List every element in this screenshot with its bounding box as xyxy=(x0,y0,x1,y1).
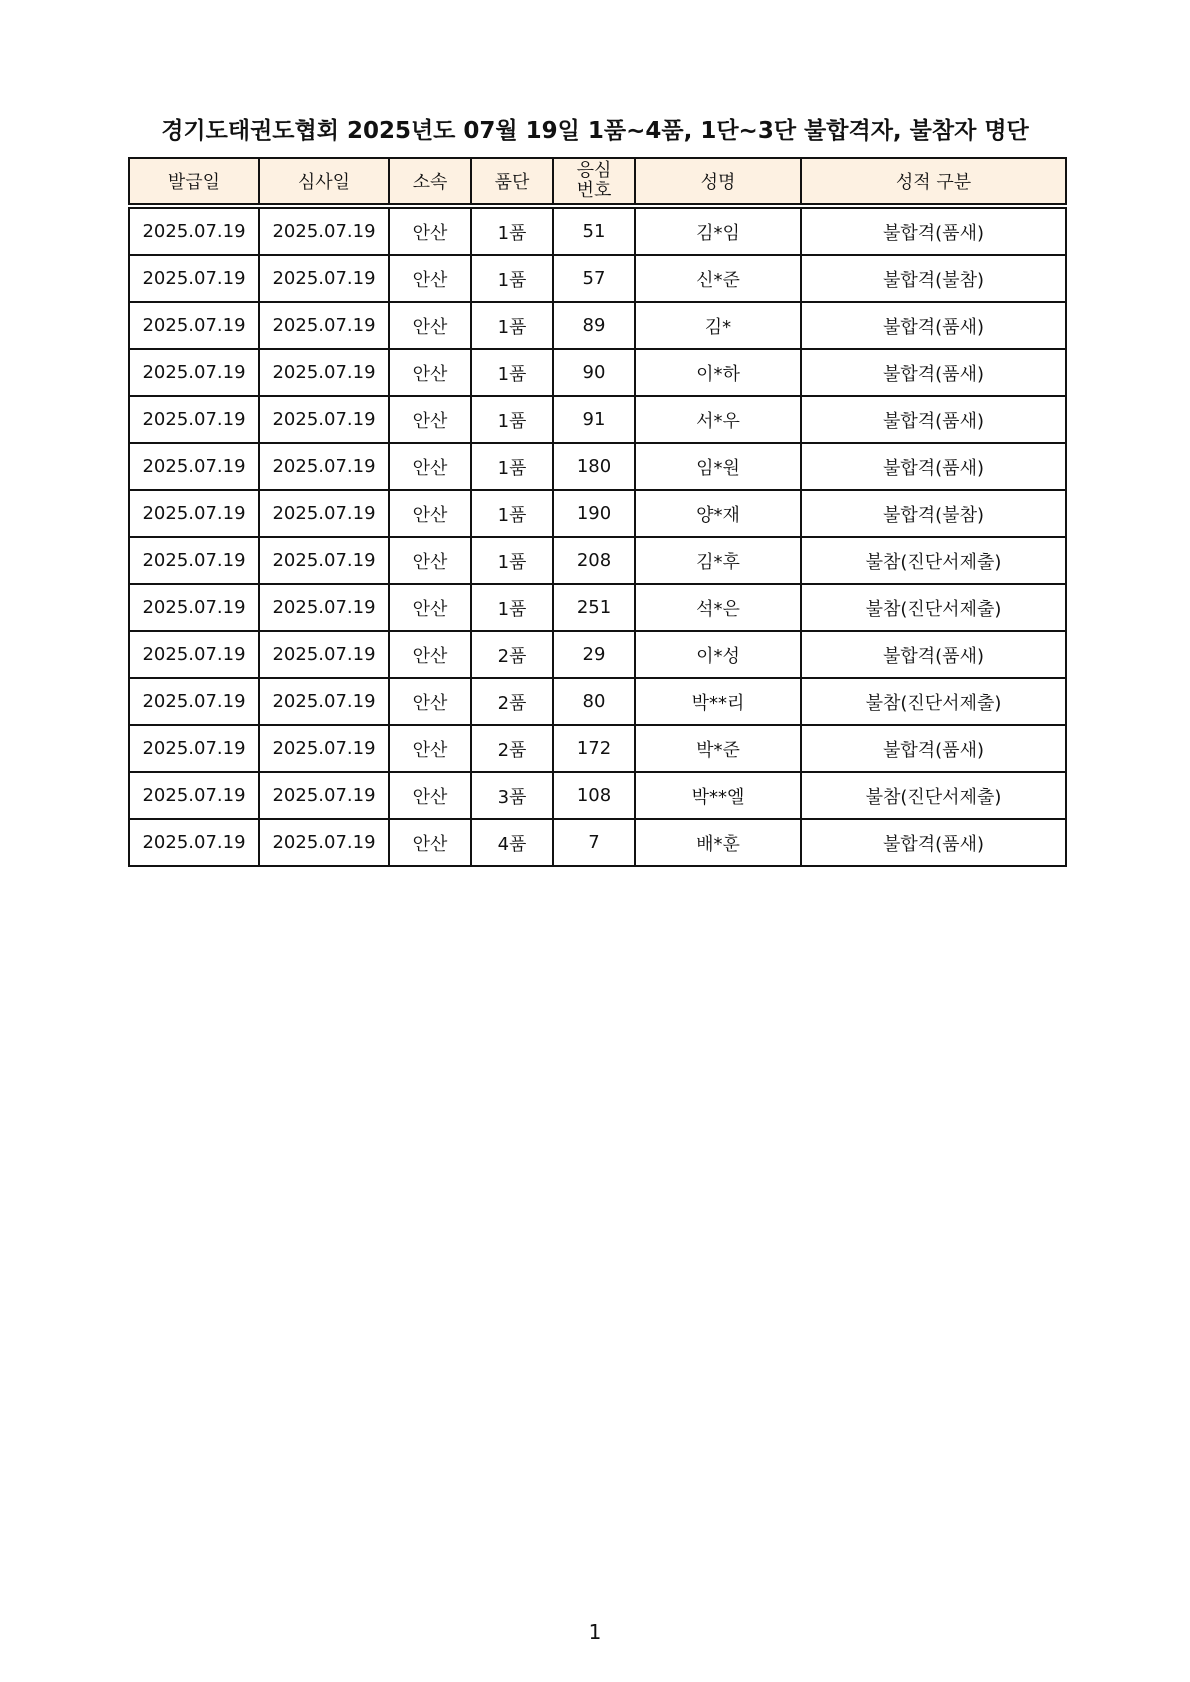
cell-rank: 1품 xyxy=(471,349,553,396)
header-row xyxy=(129,158,1066,206)
cell-exam-date: 2025.07.19 xyxy=(259,349,389,396)
table-row xyxy=(129,443,1066,490)
cell-result: 불합격(품새) xyxy=(801,819,1066,866)
cell-issue-date: 2025.07.19 xyxy=(129,725,259,772)
cell-exam-date: 2025.07.19 xyxy=(259,584,389,631)
cell-name: 이*하 xyxy=(635,349,801,396)
cell-rank: 2품 xyxy=(471,678,553,725)
table-row xyxy=(129,490,1066,537)
cell-exam-date: 2025.07.19 xyxy=(259,678,389,725)
cell-exam-number: 29 xyxy=(553,631,635,678)
cell-exam-number: 90 xyxy=(553,349,635,396)
cell-exam-date: 2025.07.19 xyxy=(259,302,389,349)
table-row xyxy=(129,772,1066,819)
table-row xyxy=(129,206,1066,255)
cell-exam-date: 2025.07.19 xyxy=(259,819,389,866)
cell-exam-date: 2025.07.19 xyxy=(259,255,389,302)
cell-issue-date: 2025.07.19 xyxy=(129,443,259,490)
cell-name: 이*성 xyxy=(635,631,801,678)
cell-affiliation: 안산 xyxy=(389,537,471,584)
cell-result: 불합격(품새) xyxy=(801,302,1066,349)
cell-exam-date: 2025.07.19 xyxy=(259,206,389,255)
cell-issue-date: 2025.07.19 xyxy=(129,584,259,631)
cell-exam-number: 7 xyxy=(553,819,635,866)
cell-name: 서*우 xyxy=(635,396,801,443)
cell-exam-number: 180 xyxy=(553,443,635,490)
cell-name: 신*준 xyxy=(635,255,801,302)
cell-affiliation: 안산 xyxy=(389,396,471,443)
header-issue-date: 발급일 xyxy=(129,158,259,206)
cell-affiliation: 안산 xyxy=(389,490,471,537)
cell-result: 불합격(품새) xyxy=(801,443,1066,490)
table-body xyxy=(129,206,1066,866)
cell-result: 불참(진단서제출) xyxy=(801,772,1066,819)
header-exam-date: 심사일 xyxy=(259,158,389,206)
cell-affiliation: 안산 xyxy=(389,255,471,302)
cell-issue-date: 2025.07.19 xyxy=(129,396,259,443)
cell-exam-number: 190 xyxy=(553,490,635,537)
table-row xyxy=(129,255,1066,302)
cell-affiliation: 안산 xyxy=(389,819,471,866)
cell-affiliation: 안산 xyxy=(389,772,471,819)
cell-name: 양*재 xyxy=(635,490,801,537)
cell-exam-date: 2025.07.19 xyxy=(259,725,389,772)
cell-exam-number: 108 xyxy=(553,772,635,819)
cell-issue-date: 2025.07.19 xyxy=(129,349,259,396)
cell-exam-number: 51 xyxy=(553,206,635,255)
cell-rank: 1품 xyxy=(471,537,553,584)
cell-affiliation: 안산 xyxy=(389,678,471,725)
cell-affiliation: 안산 xyxy=(389,584,471,631)
cell-rank: 1품 xyxy=(471,443,553,490)
cell-result: 불참(진단서제출) xyxy=(801,584,1066,631)
cell-exam-date: 2025.07.19 xyxy=(259,631,389,678)
table-row xyxy=(129,302,1066,349)
header-rank: 품단 xyxy=(471,158,553,206)
cell-issue-date: 2025.07.19 xyxy=(129,819,259,866)
cell-exam-number: 208 xyxy=(553,537,635,584)
cell-exam-number: 89 xyxy=(553,302,635,349)
table-row xyxy=(129,631,1066,678)
cell-result: 불참(진단서제출) xyxy=(801,678,1066,725)
cell-affiliation: 안산 xyxy=(389,206,471,255)
cell-exam-date: 2025.07.19 xyxy=(259,396,389,443)
cell-result: 불참(진단서제출) xyxy=(801,537,1066,584)
cell-rank: 1품 xyxy=(471,302,553,349)
cell-result: 불합격(불참) xyxy=(801,255,1066,302)
cell-name: 배*훈 xyxy=(635,819,801,866)
document-title: 경기도태권도협회 2025년도 07월 19일 1품~4품, 1단~3단 불합격자, 불참자 명단 xyxy=(161,118,1029,144)
cell-result: 불합격(불참) xyxy=(801,490,1066,537)
table-row xyxy=(129,725,1066,772)
cell-rank: 1품 xyxy=(471,396,553,443)
cell-rank: 4품 xyxy=(471,819,553,866)
cell-affiliation: 안산 xyxy=(389,725,471,772)
cell-exam-number: 80 xyxy=(553,678,635,725)
cell-issue-date: 2025.07.19 xyxy=(129,490,259,537)
cell-result: 불합격(품새) xyxy=(801,349,1066,396)
cell-name: 석*은 xyxy=(635,584,801,631)
cell-name: 임*원 xyxy=(635,443,801,490)
cell-issue-date: 2025.07.19 xyxy=(129,772,259,819)
cell-affiliation: 안산 xyxy=(389,443,471,490)
cell-exam-number: 57 xyxy=(553,255,635,302)
page-number: 1 xyxy=(588,1620,602,1644)
table-row xyxy=(129,584,1066,631)
cell-rank: 1품 xyxy=(471,255,553,302)
cell-name: 김*임 xyxy=(635,206,801,255)
table-row xyxy=(129,678,1066,725)
cell-rank: 1품 xyxy=(471,584,553,631)
cell-issue-date: 2025.07.19 xyxy=(129,302,259,349)
cell-issue-date: 2025.07.19 xyxy=(129,537,259,584)
cell-rank: 1품 xyxy=(471,490,553,537)
cell-exam-date: 2025.07.19 xyxy=(259,537,389,584)
cell-result: 불합격(품새) xyxy=(801,631,1066,678)
cell-issue-date: 2025.07.19 xyxy=(129,678,259,725)
cell-affiliation: 안산 xyxy=(389,349,471,396)
header-name: 성명 xyxy=(635,158,801,206)
cell-issue-date: 2025.07.19 xyxy=(129,206,259,255)
table-header xyxy=(129,158,1066,206)
cell-rank: 2품 xyxy=(471,725,553,772)
header-result: 성적 구분 xyxy=(801,158,1066,206)
cell-exam-date: 2025.07.19 xyxy=(259,772,389,819)
cell-rank: 1품 xyxy=(471,206,553,255)
cell-exam-date: 2025.07.19 xyxy=(259,490,389,537)
cell-name: 박**리 xyxy=(635,678,801,725)
table-row xyxy=(129,537,1066,584)
cell-exam-number: 91 xyxy=(553,396,635,443)
table-row xyxy=(129,396,1066,443)
header-exam-number: 응심 번호 xyxy=(553,158,635,206)
roster-table xyxy=(128,157,1067,867)
cell-result: 불합격(품새) xyxy=(801,725,1066,772)
cell-exam-date: 2025.07.19 xyxy=(259,443,389,490)
cell-rank: 3품 xyxy=(471,772,553,819)
table-row xyxy=(129,349,1066,396)
cell-affiliation: 안산 xyxy=(389,302,471,349)
cell-exam-number: 251 xyxy=(553,584,635,631)
table-row xyxy=(129,819,1066,866)
cell-result: 불합격(품새) xyxy=(801,206,1066,255)
cell-issue-date: 2025.07.19 xyxy=(129,255,259,302)
header-affiliation: 소속 xyxy=(389,158,471,206)
cell-name: 김* xyxy=(635,302,801,349)
cell-exam-number: 172 xyxy=(553,725,635,772)
cell-issue-date: 2025.07.19 xyxy=(129,631,259,678)
cell-rank: 2품 xyxy=(471,631,553,678)
cell-name: 김*후 xyxy=(635,537,801,584)
cell-name: 박*준 xyxy=(635,725,801,772)
cell-name: 박**엘 xyxy=(635,772,801,819)
cell-affiliation: 안산 xyxy=(389,631,471,678)
cell-result: 불합격(품새) xyxy=(801,396,1066,443)
